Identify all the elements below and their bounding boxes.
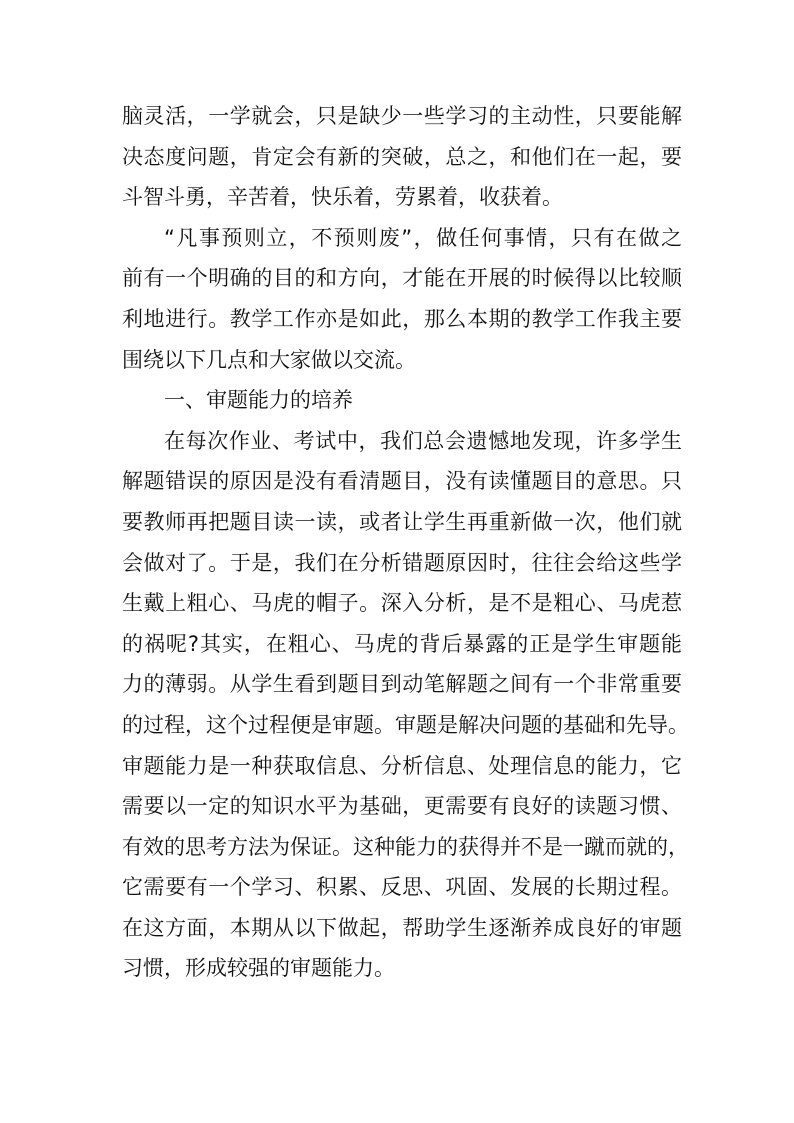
- text-line: 生戴上粗心、马虎的帽子。深入分析，是不是粗心、马虎惹: [122, 591, 682, 616]
- text-line: 审题能力是一种获取信息、分析信息、处理信息的能力，它: [122, 753, 682, 778]
- document-body: [122, 96, 689, 989]
- text-line: 它需要有一个学习、积累、反思、巩固、发展的长期过程。: [122, 875, 682, 900]
- text-line: 要教师再把题目读一读，或者让学生再重新做一次，他们就: [122, 509, 682, 534]
- text-line: 力的薄弱。从学生看到题目到动笔解题之间有一个非常重要: [122, 672, 682, 697]
- text-line: 围绕以下几点和大家做以交流。: [122, 347, 416, 372]
- section-heading: 一、审题能力的培养: [164, 388, 353, 413]
- text-line: 利地进行。教学工作亦是如此，那么本期的教学工作我主要: [122, 306, 682, 331]
- text-line: 解题错误的原因是没有看清题目，没有读懂题目的意思。只: [122, 469, 682, 494]
- text-line: 需要以一定的知识水平为基础，更需要有良好的读题习惯、: [122, 794, 682, 819]
- text-line: 在这方面，本期从以下做起，帮助学生逐渐养成良好的审题: [122, 915, 682, 940]
- text-line: 的过程，这个过程便是审题。审题是解决问题的基础和先导。: [122, 712, 689, 737]
- text-line: 斗智斗勇，辛苦着，快乐着，劳累着，收获着。: [122, 185, 563, 210]
- text-line: 脑灵活，一学就会，只是缺少一些学习的主动性，只要能解: [122, 104, 682, 128]
- text-line: 有效的思考方法为保证。这种能力的获得并不是一蹴而就的，: [122, 834, 689, 859]
- text-line: 习惯，形成较强的审题能力。: [122, 956, 395, 981]
- text-line: 在每次作业、考试中，我们总会遗憾地发现，许多学生: [164, 428, 682, 453]
- text-line: 决态度问题，肯定会有新的突破，总之，和他们在一起，要: [122, 144, 682, 169]
- text-line: “凡事预则立，不预则废”，做任何事情，只有在做之: [164, 225, 682, 250]
- text-line: 会做对了。于是，我们在分析错题原因时，往往会给这些学: [122, 550, 682, 575]
- text-line: 前有一个明确的目的和方向，才能在开展的时候得以比较顺: [122, 266, 682, 291]
- text-line: 的祸呢?其实，在粗心、马虎的背后暴露的正是学生审题能: [122, 631, 682, 656]
